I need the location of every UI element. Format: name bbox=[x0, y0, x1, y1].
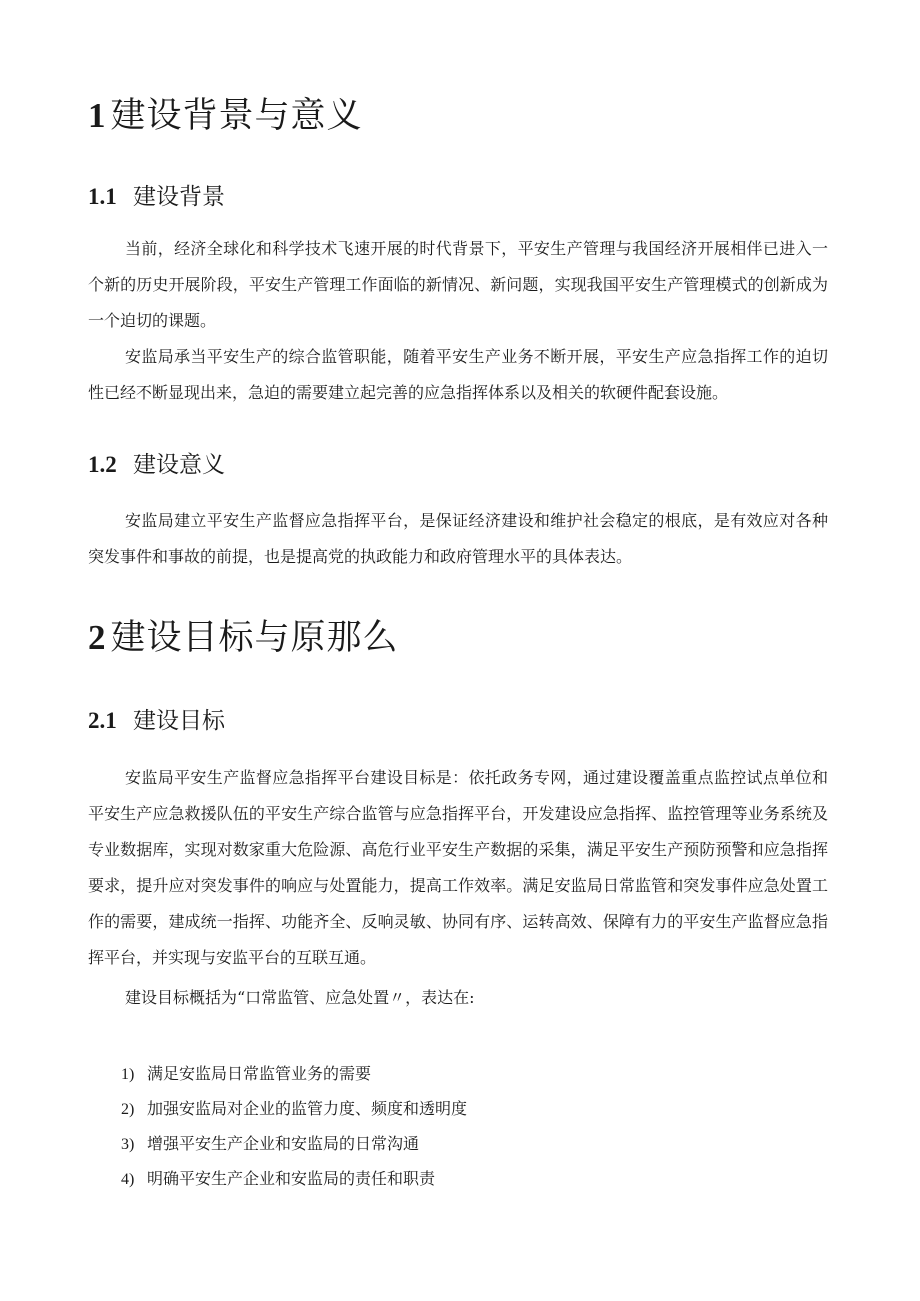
paragraph-significance: 安监局建立平安生产监督应急指挥平台，是保证经济建设和维护社会稳定的根底，是有效应对各种突发事件和事故的前提，也是提高党的执政能力和政府管理水平的具体表达。 bbox=[88, 511, 828, 566]
list-item-index: 4) bbox=[121, 1171, 135, 1188]
list-item-index: 3) bbox=[121, 1136, 135, 1153]
subsection-number: 1.1 bbox=[88, 184, 117, 209]
subsection-title: 建设目标 bbox=[133, 708, 225, 734]
subsection-title: 建设背景 bbox=[133, 184, 225, 210]
subsection-number: 1.2 bbox=[88, 452, 117, 477]
list-item bbox=[121, 1099, 467, 1120]
section-title: 建设目标与原那么 bbox=[110, 618, 399, 658]
paragraph-background-2: 安监局承当平安生产的综合监管职能，随着平安生产业务不断开展，平安生产应急指挥工作的迫切性已经不断显现出来，急迫的需要建立起完善的应急指挥体系以及相关的软硬件配套设施。 bbox=[88, 347, 828, 402]
heading-subsection-1-1 bbox=[88, 178, 225, 211]
section-title: 建设背景与意义 bbox=[110, 96, 363, 136]
paragraph-background-1: 当前，经济全球化和科学技术飞速开展的时代背景下，平安生产管理与我国经济开展相伴已进入一个新的历史开展阶段，平安生产管理工作面临的新情况、新问题，实现我国平安生产管理模式的创新成为一个迫切的课题。 bbox=[88, 239, 828, 330]
list-item-index: 2) bbox=[121, 1101, 135, 1118]
section-number: 1 bbox=[88, 96, 107, 135]
list-item-text: 增强平安生产企业和安监局的日常沟通 bbox=[147, 1134, 420, 1153]
subsection-number: 2.1 bbox=[88, 708, 117, 733]
list-item-text: 明确平安生产企业和安监局的责任和职责 bbox=[147, 1169, 436, 1188]
heading-section-2 bbox=[88, 610, 399, 660]
list-item bbox=[121, 1169, 435, 1190]
heading-section-1 bbox=[88, 88, 363, 138]
subsection-title: 建设意义 bbox=[133, 452, 225, 478]
list-item bbox=[121, 1134, 419, 1155]
list-item-text: 满足安监局日常监管业务的需要 bbox=[147, 1064, 372, 1083]
list-item bbox=[121, 1064, 371, 1085]
list-item-text: 加强安监局对企业的监管力度、频度和透明度 bbox=[147, 1099, 468, 1118]
paragraph-goals: 安监局平安生产监督应急指挥平台建设目标是：依托政务专网，通过建设覆盖重点监控试点单位和平安生产应急救援队伍的平安生产综合监管与应急指挥平台，开发建设应急指挥、监控管理等业务系统及专业数据库，实现对数家重大危险源、高危行业平安生产数据的采集，满足平安生产预防预警和应急指挥要求，提升应对突发事件的响应与处置能力，提高工作效率。满足安监局日常监管和突发事件应急处置工作的需要，建成统一指挥、功能齐全、反响灵敏、协同有序、运转高效、保障有力的平安生产监督应急指挥平台，并实现与安监平台的互联互通。 bbox=[88, 768, 828, 967]
heading-subsection-2-1 bbox=[88, 702, 225, 735]
list-item-index: 1) bbox=[121, 1066, 135, 1083]
heading-subsection-1-2 bbox=[88, 446, 225, 479]
paragraph-goals-summary: 建设目标概括为“口常监管、应急处置〃，表达在: bbox=[125, 988, 475, 1007]
section-number: 2 bbox=[88, 618, 107, 657]
